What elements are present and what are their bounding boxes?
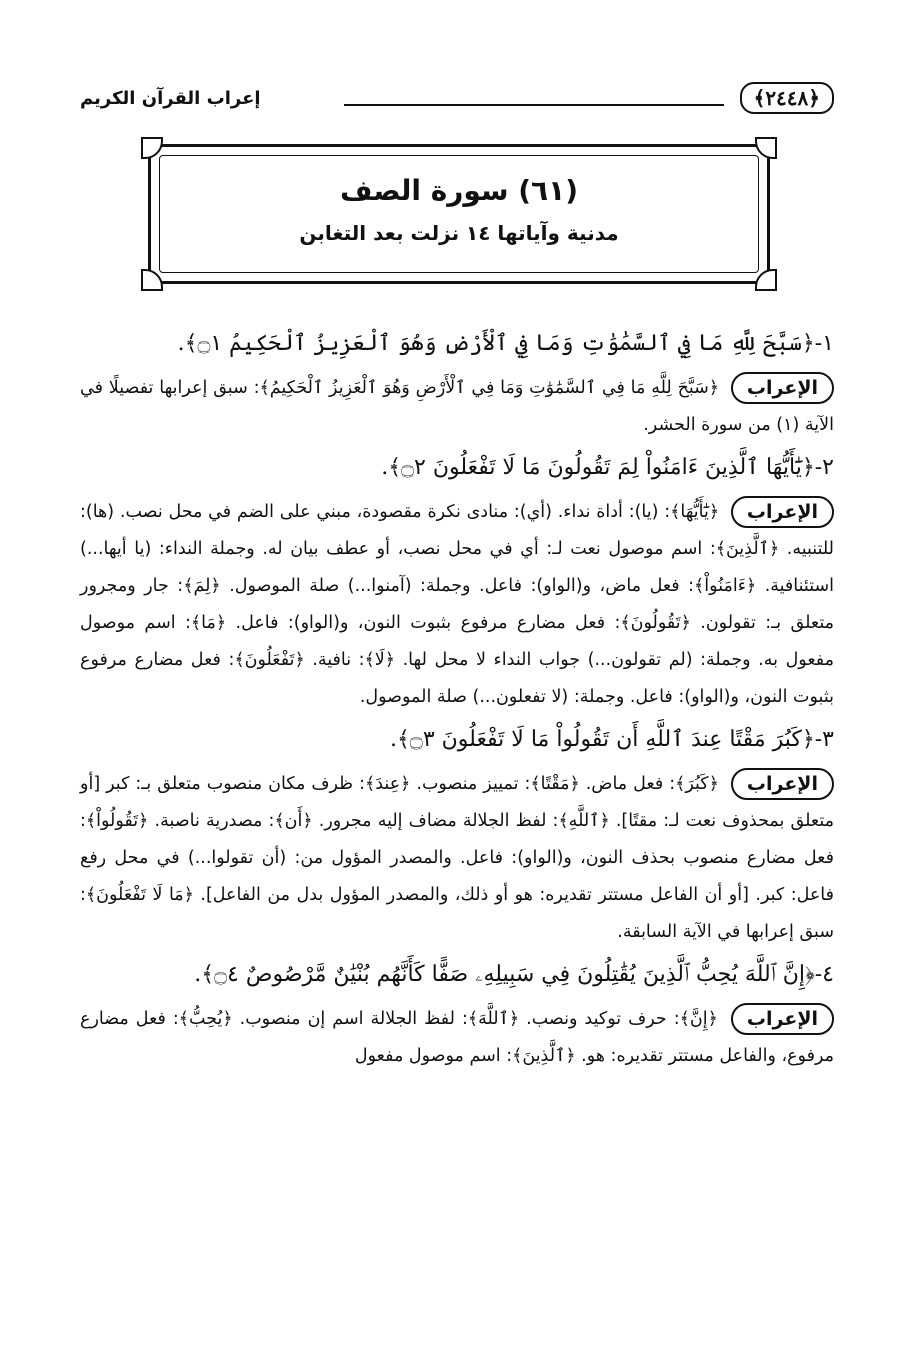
page-header [80, 82, 834, 122]
ayah-1: ١-﴿سَبَّحَ لِلَّهِ مَا فِي ٱلسَّمَٰوَٰتِ وَمَا فِي ٱلْأَرْضِ وَهُوَ ٱلْعَزِيزُ ٱلْحَكِيمُ ۝١﴾. [177, 331, 834, 356]
irab-4 [80, 1001, 834, 1075]
irab-badge: الإعراب [731, 768, 834, 800]
surah-title-inner [159, 155, 759, 273]
surah-title-frame [148, 144, 770, 284]
irab-4-text: ﴿إِنَّ﴾: حرف توكيد ونصب. ﴿ٱللَّهَ﴾: لفظ الجلالة اسم إن منصوب. ﴿يُحِبُّ﴾: فعل مضارع مرفوع، والفاعل مستتر تقديره: هو. ﴿ٱلَّذِينَ﴾: اسم موصول مفعول [80, 1009, 834, 1066]
irab-1 [80, 370, 834, 444]
book-title: إعراب القرآن الكريم [80, 88, 261, 109]
irab-2-text: ﴿يَٰٓأَيُّهَا﴾: (يا): أداة نداء. (أي): منادى نكرة مقصودة، مبني على الضم في محل نصب. (ها): للتنبيه. ﴿ٱلَّذِينَ﴾: اسم موصول نعت لـ: أي في محل نصب، أو عطف بيان له. وجملة النداء: (يا أيها...) استئنافية. ﴿ءَامَنُواْ﴾: فعل ماض، و(الواو): فاعل. وجملة: (آمنوا...) صلة الموصول. ﴿لِمَ﴾: جار ومجرور متعلق بـ: تقولون. ﴿تَقُولُونَ﴾: فعل مضارع مرفوع بثبوت النون، و(الواو): فاعل. ﴿مَا﴾: اسم موصول مفعول به. وجملة: (لم تقولون...) جواب النداء لا محل لها. ﴿لَا﴾: نافية. ﴿تَفْعَلُونَ﴾: فعل مضارع مرفوع بثبوت النون، و(الواو): فاعل. وجملة: (لا تفعلون...) صلة الموصول. [80, 502, 834, 707]
irab-badge: الإعراب [731, 496, 834, 528]
ayah-2: ٢-﴿يَٰٓأَيُّهَا ٱلَّذِينَ ءَامَنُواْ لِمَ تَقُولُونَ مَا لَا تَفْعَلُونَ ۝٢﴾. [381, 455, 834, 480]
irab-3 [80, 766, 834, 951]
page-number: ﴿٢٤٤٨﴾ [740, 82, 834, 114]
frame-corner-ornament [755, 137, 777, 159]
irab-1-text: ﴿سَبَّحَ لِلَّهِ مَا فِي ٱلسَّمَٰوَٰتِ وَمَا فِي ٱلْأَرْضِ وَهُوَ ٱلْعَزِيزُ ٱلْحَكِيمُ﴾: سبق إعرابها تفصيلًا في الآية (١) من سورة الحشر. [80, 378, 834, 435]
page-content [80, 320, 834, 1075]
irab-badge: الإعراب [731, 1003, 834, 1035]
surah-subtitle: مدنية وآياتها ١٤ نزلت بعد التغابن [299, 221, 619, 245]
ayah-3: ٣-﴿كَبُرَ مَقْتًا عِندَ ٱللَّهِ أَن تَقُولُواْ مَا لَا تَفْعَلُونَ ۝٣﴾. [390, 727, 834, 752]
irab-3-text: ﴿كَبُرَ﴾: فعل ماض. ﴿مَقْتًا﴾: تمييز منصوب. ﴿عِندَ﴾: ظرف مكان منصوب متعلق بـ: كبر [أو متعلق بمحذوف نعت لـ: مقتًا]. ﴿ٱللَّهِ﴾: لفظ الجلالة مضاف إليه مجرور. ﴿أَن﴾: مصدرية ناصبة. ﴿تَقُولُواْ﴾: فعل مضارع منصوب بحذف النون، و(الواو): فاعل. والمصدر المؤول من: (أن تقولوا...) في محل رفع فاعل: كبر. [أو أن الفاعل مستتر تقديره: هو أو ذلك، والمصدر المؤول بدل من الفاعل]. ﴿مَا لَا تَفْعَلُونَ﴾: سبق إعرابها في الآية السابقة. [80, 774, 834, 942]
surah-name: (٦١) سورة الصف [339, 174, 579, 207]
frame-corner-ornament [141, 269, 163, 291]
frame-corner-ornament [755, 269, 777, 291]
ayah-4: ٤-﴿إِنَّ ٱللَّهَ يُحِبُّ ٱلَّذِينَ يُقَٰتِلُونَ فِي سَبِيلِهِۦ صَفًّا كَأَنَّهُم بُنْيَٰنٌ مَّرْصُوصٌ ۝٤﴾. [194, 962, 834, 987]
irab-2 [80, 494, 834, 716]
header-rule [344, 104, 724, 106]
irab-badge: الإعراب [731, 372, 834, 404]
